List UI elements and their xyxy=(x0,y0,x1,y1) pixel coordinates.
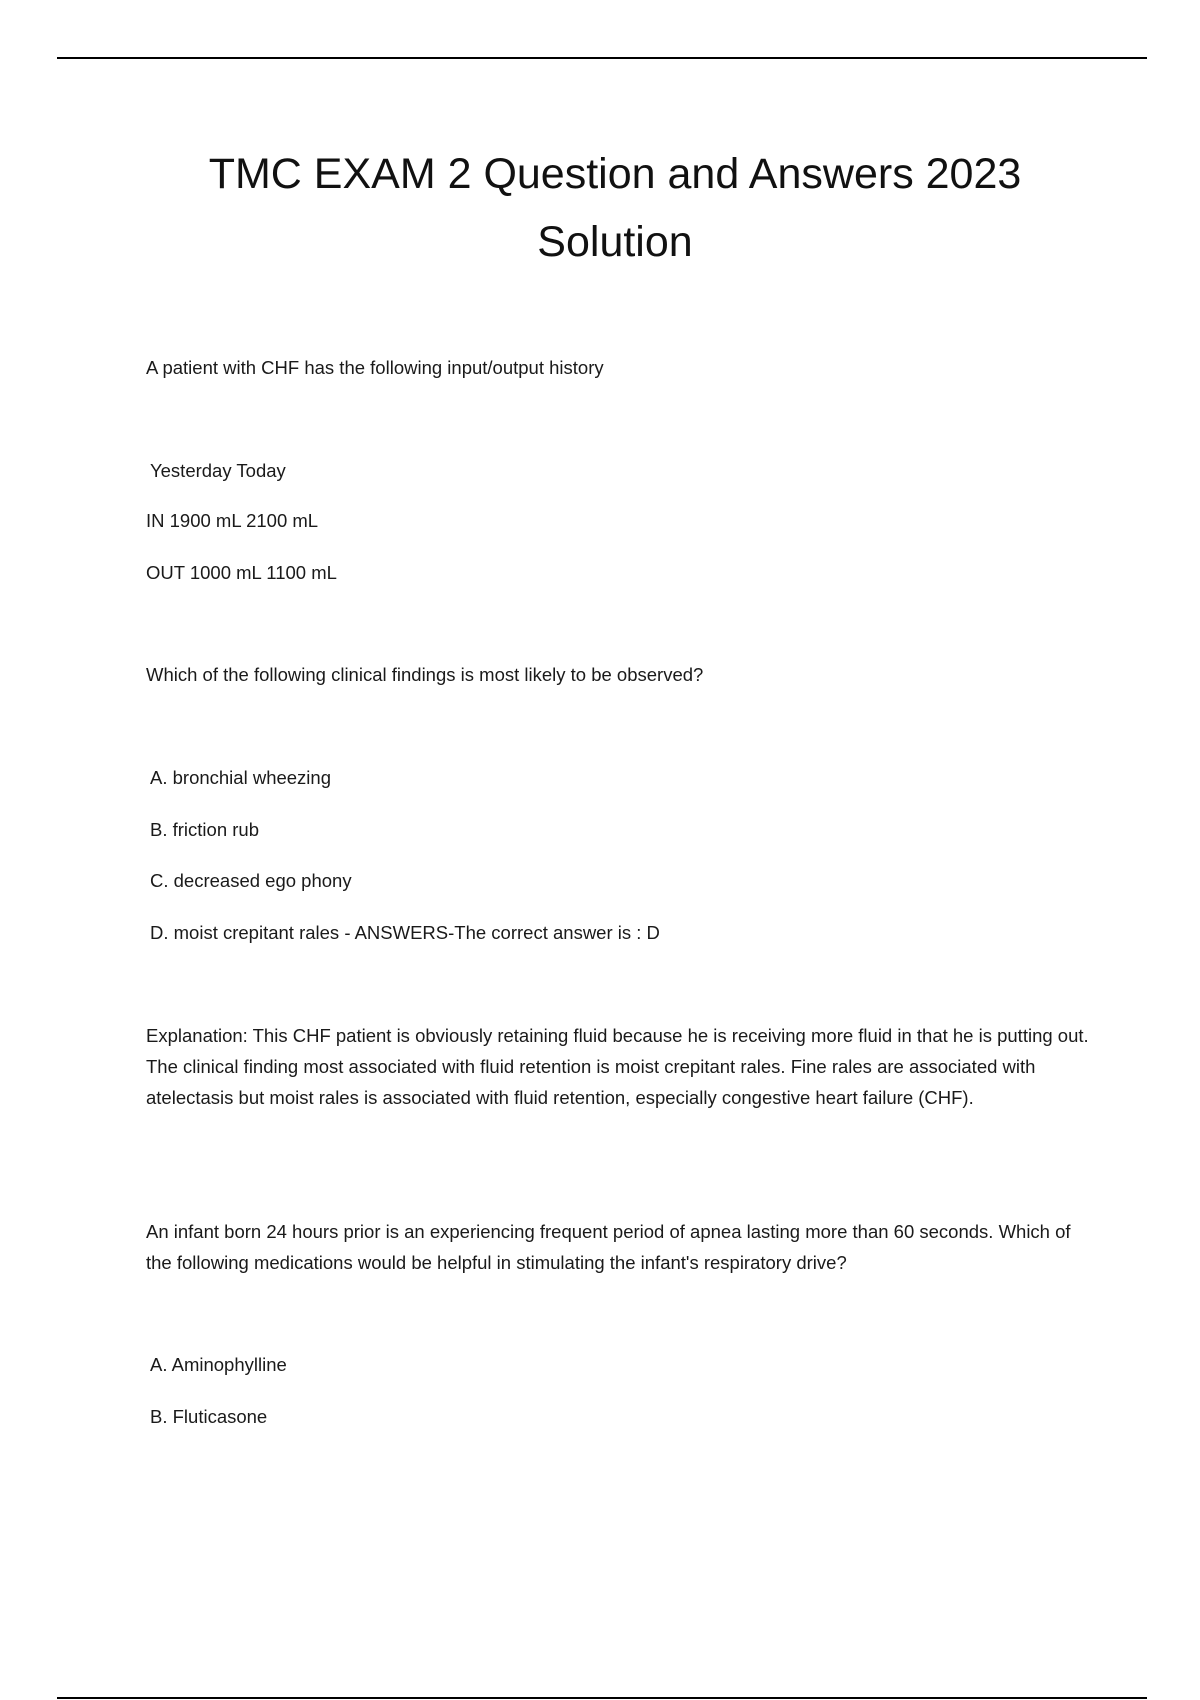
q2-option-a: A. Aminophylline xyxy=(150,1354,287,1375)
footer-rule xyxy=(57,1697,1147,1699)
header-rule xyxy=(57,57,1147,59)
q1-question: Which of the following clinical findings is most likely to be observed? xyxy=(146,664,704,685)
title-line-1: TMC EXAM 2 Question and Answers 2023 xyxy=(208,150,1022,198)
q1-option-d: D. moist crepitant rales - ANSWERS-The correct answer is : D xyxy=(150,922,660,943)
q1-option-b: B. friction rub xyxy=(150,819,259,840)
io-table-header: Yesterday Today xyxy=(150,460,286,481)
q1-option-c: C. decreased ego phony xyxy=(150,870,352,891)
q1-intro: A patient with CHF has the following input/output history xyxy=(146,357,604,378)
q2-question: An infant born 24 hours prior is an experiencing frequent period of apnea lasting more than 60 seconds. Which of the following medications would be helpful in stimulating the infant's respiratory drive? xyxy=(146,1221,1071,1273)
io-row-out: OUT 1000 mL 1100 mL xyxy=(146,562,337,583)
title-line-2: Solution xyxy=(537,218,693,266)
io-row-in: IN 1900 mL 2100 mL xyxy=(146,510,319,531)
q2-option-b: B. Fluticasone xyxy=(150,1406,268,1427)
q1-explanation: Explanation: This CHF patient is obviously retaining fluid because he is receiving more fluid in that he is putting out. The clinical finding most associated with fluid retention is moist crepitant rales. Fine rales are associated with atelectasis but moist rales is associated with fluid retention, especially congestive heart failure (CHF). xyxy=(146,1025,1089,1108)
q1-option-a: A. bronchial wheezing xyxy=(150,767,331,788)
document-title xyxy=(0,140,1200,276)
